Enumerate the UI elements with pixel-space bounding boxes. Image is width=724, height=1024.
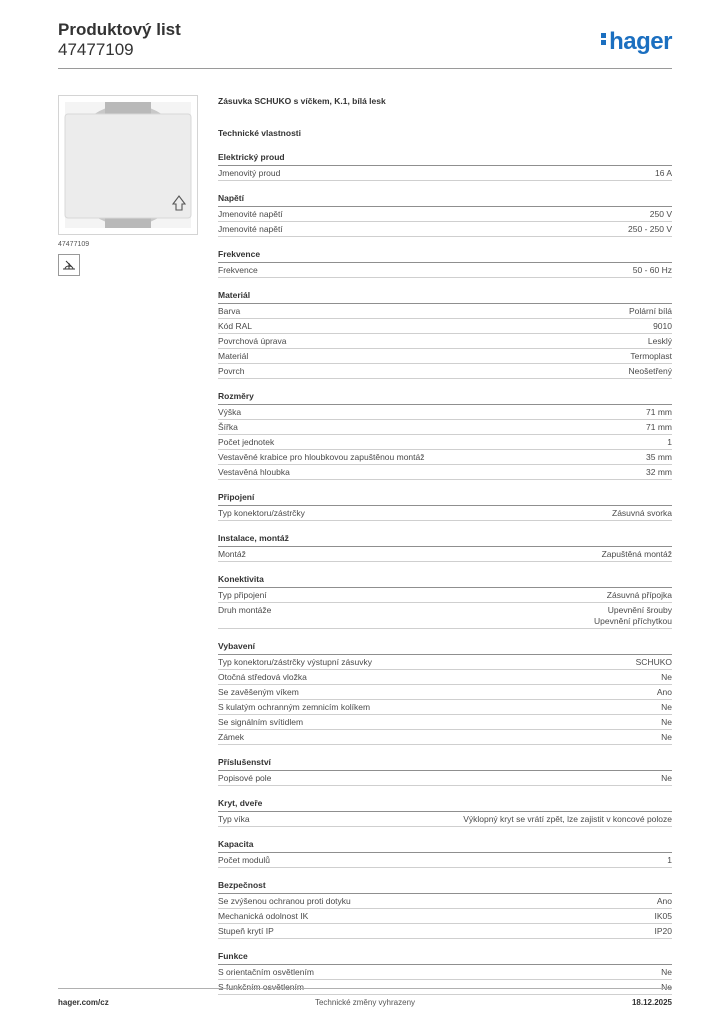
logo-dots-icon [601, 31, 607, 47]
group-title: Kryt, dveře [218, 798, 672, 812]
property-value-line: 1 [667, 855, 672, 865]
property-value-line: Termoplast [630, 351, 672, 361]
property-row [218, 450, 672, 465]
property-group [218, 839, 672, 868]
property-label: Povrchová úprava [218, 336, 287, 346]
property-group [218, 757, 672, 786]
document-title: Produktový list [58, 20, 181, 39]
property-label: Typ konektoru/zástrčky [218, 508, 305, 518]
property-group [218, 798, 672, 827]
property-label: Jmenovitý proud [218, 168, 281, 178]
property-label: Mechanická odolnost IK [218, 911, 309, 921]
property-row [218, 420, 672, 435]
property-value [290, 467, 672, 478]
document-number: 47477109 [58, 40, 134, 59]
image-caption: 47477109 [58, 241, 90, 248]
socket-with-lid-icon [59, 96, 197, 234]
property-row [218, 771, 672, 786]
property-value-line: Ne [661, 982, 672, 992]
property-group [218, 574, 672, 629]
property-value-line: 1 [667, 437, 672, 447]
property-row [218, 715, 672, 730]
property-value [314, 967, 672, 978]
property-value-line: 9010 [653, 321, 672, 331]
property-value [351, 896, 672, 907]
property-row [218, 405, 672, 420]
property-label: S funkčním osvětlením [218, 982, 304, 992]
socket-symbol-box [58, 254, 80, 276]
group-title: Rozměry [218, 391, 672, 405]
property-value [280, 168, 672, 179]
property-value [308, 911, 672, 922]
property-value-line: Upevnění příchytkou [594, 616, 672, 626]
property-label: Se signálním svítidlem [218, 717, 304, 727]
property-label: Popisové pole [218, 773, 272, 783]
product-media [58, 95, 198, 276]
property-label: Jmenovité napětí [218, 209, 283, 219]
property-row [218, 334, 672, 349]
property-value [241, 407, 672, 418]
property-value-line: Upevnění šrouby [607, 605, 672, 615]
property-group [218, 641, 672, 745]
property-label: Stupeň krytí IP [218, 926, 274, 936]
property-group [218, 249, 672, 278]
group-title: Elektrický proud [218, 152, 672, 166]
property-value-line: IP20 [654, 926, 672, 936]
property-label: Šířka [218, 422, 238, 432]
property-value-line: 50 - 60 Hz [632, 265, 672, 275]
property-group [218, 193, 672, 237]
property-value [246, 549, 672, 560]
property-value [283, 209, 672, 220]
group-title: Vybavení [218, 641, 672, 655]
footer-date: 18.12.2025 [631, 998, 672, 1007]
property-label: Se zvýšenou ochranou proti dotyku [218, 896, 351, 906]
property-value-line: 250 - 250 V [628, 224, 672, 234]
property-label: Vestavěné krabice pro hloubkovou zapuštěnou montáž [218, 452, 425, 462]
property-value [440, 814, 672, 825]
property-value [370, 702, 672, 713]
property-row [218, 812, 672, 827]
property-value-line: 32 mm [646, 467, 672, 477]
property-value [283, 224, 672, 235]
property-label: Barva [218, 306, 241, 316]
property-label: Montáž [218, 549, 246, 559]
property-row [218, 730, 672, 745]
property-row [218, 435, 672, 450]
property-value-line: SCHUKO [635, 657, 672, 667]
property-row [218, 222, 672, 237]
property-row [218, 965, 672, 980]
property-value-line: Ne [661, 717, 672, 727]
group-title: Bezpečnost [218, 880, 672, 894]
product-image [58, 95, 198, 235]
property-value [287, 336, 672, 347]
group-title: Kapacita [218, 839, 672, 853]
property-label: Druh montáže [218, 605, 272, 615]
property-value [271, 773, 672, 784]
footer-divider [58, 988, 672, 989]
group-title: Funkce [218, 951, 672, 965]
property-value [248, 351, 672, 362]
property-row [218, 349, 672, 364]
property-value-line: 16 A [654, 168, 672, 178]
property-value-line: Výklopný kryt se vrátí zpět, lze zajistit v koncové poloze [463, 814, 672, 824]
property-label: Zámek [218, 732, 244, 742]
property-group [218, 533, 672, 562]
property-row [218, 670, 672, 685]
property-value-line: Polární bílá [629, 306, 672, 316]
property-label: Frekvence [218, 265, 258, 275]
property-row [218, 304, 672, 319]
property-group [218, 290, 672, 379]
property-label: Otočná středová vložka [218, 672, 307, 682]
group-title: Instalace, montáž [218, 533, 672, 547]
property-row [218, 909, 672, 924]
property-label: Počet jednotek [218, 437, 275, 447]
document-header [58, 20, 181, 60]
property-value-line: Lesklý [647, 336, 672, 346]
property-value-line: 71 mm [646, 422, 672, 432]
technical-sheet [218, 96, 672, 995]
property-label: Se zavěšeným víkem [218, 687, 299, 697]
property-row [218, 588, 672, 603]
footer-website: hager.com/cz [58, 998, 109, 1007]
property-value-line: Neošetřený [628, 366, 672, 376]
group-title: Materiál [218, 290, 672, 304]
property-row [218, 700, 672, 715]
property-value [252, 321, 672, 332]
property-groups [218, 152, 672, 995]
property-row [218, 655, 672, 670]
property-label: Jmenovité napětí [218, 224, 283, 234]
property-row [218, 465, 672, 480]
property-label: S kulatým ochranným zemnicím kolíkem [218, 702, 371, 712]
property-label: Typ připojení [218, 590, 267, 600]
hager-logo [601, 28, 672, 56]
property-value-line: Ne [661, 967, 672, 977]
property-group [218, 880, 672, 939]
socket-symbol-icon [59, 255, 79, 275]
property-value [299, 687, 672, 698]
property-value [307, 672, 672, 683]
property-label: Výška [218, 407, 242, 417]
group-title: Frekvence [218, 249, 672, 263]
property-group [218, 391, 672, 480]
property-row [218, 166, 672, 181]
property-value [238, 422, 672, 433]
property-label: Vestavěná hloubka [218, 467, 290, 477]
property-row [218, 547, 672, 562]
property-label: Materiál [218, 351, 249, 361]
property-label: S orientačním osvětlením [218, 967, 314, 977]
property-label: Kód RAL [218, 321, 253, 331]
property-value [305, 508, 672, 519]
property-value [303, 717, 672, 728]
property-value [258, 265, 672, 276]
property-value-line: Ano [656, 896, 672, 906]
property-value [274, 437, 672, 448]
logo-text: hager [609, 28, 672, 55]
property-row [218, 894, 672, 909]
header-divider [58, 68, 672, 69]
property-value [274, 926, 672, 937]
property-value [270, 855, 672, 866]
property-group [218, 152, 672, 181]
group-title: Napětí [218, 193, 672, 207]
property-row [218, 506, 672, 521]
property-label: Typ konektoru/zástrčky výstupní zásuvky [218, 657, 373, 667]
property-value-line: Zásuvná přípojka [606, 590, 672, 600]
property-label: Povrch [218, 366, 245, 376]
property-row [218, 364, 672, 379]
property-value [267, 590, 672, 601]
property-value-line: Ne [661, 773, 672, 783]
section-title: Technické vlastnosti [218, 128, 301, 138]
group-title: Připojení [218, 492, 672, 506]
property-value-line: 35 mm [646, 452, 672, 462]
property-row [218, 603, 672, 629]
footer-notice: Technické změny vyhrazeny [314, 998, 416, 1007]
property-value-line: Ne [661, 702, 672, 712]
property-value [372, 657, 672, 668]
property-group [218, 492, 672, 521]
property-value-line: IK05 [654, 911, 672, 921]
property-row [218, 319, 672, 334]
property-value-line: Ano [656, 687, 672, 697]
property-value [271, 605, 672, 627]
property-value [240, 306, 672, 317]
property-value [244, 366, 672, 377]
property-row [218, 853, 672, 868]
property-row [218, 207, 672, 222]
property-label: Typ víka [218, 814, 250, 824]
property-row [218, 924, 672, 939]
property-value [425, 452, 673, 463]
product-name: Zásuvka SCHUKO s víčkem, K.1, bílá lesk [218, 96, 386, 106]
property-value [244, 732, 672, 743]
property-label: Počet modulů [218, 855, 270, 865]
property-row [218, 263, 672, 278]
property-value-line: Zapuštěná montáž [601, 549, 672, 559]
group-title: Příslušenství [218, 757, 672, 771]
group-title: Konektivita [218, 574, 672, 588]
property-value-line: Ne [661, 732, 672, 742]
property-value-line: Ne [661, 672, 672, 682]
property-value-line: 250 V [649, 209, 672, 219]
property-value-line: 71 mm [646, 407, 672, 417]
property-row [218, 685, 672, 700]
property-value-line: Zásuvná svorka [612, 508, 672, 518]
